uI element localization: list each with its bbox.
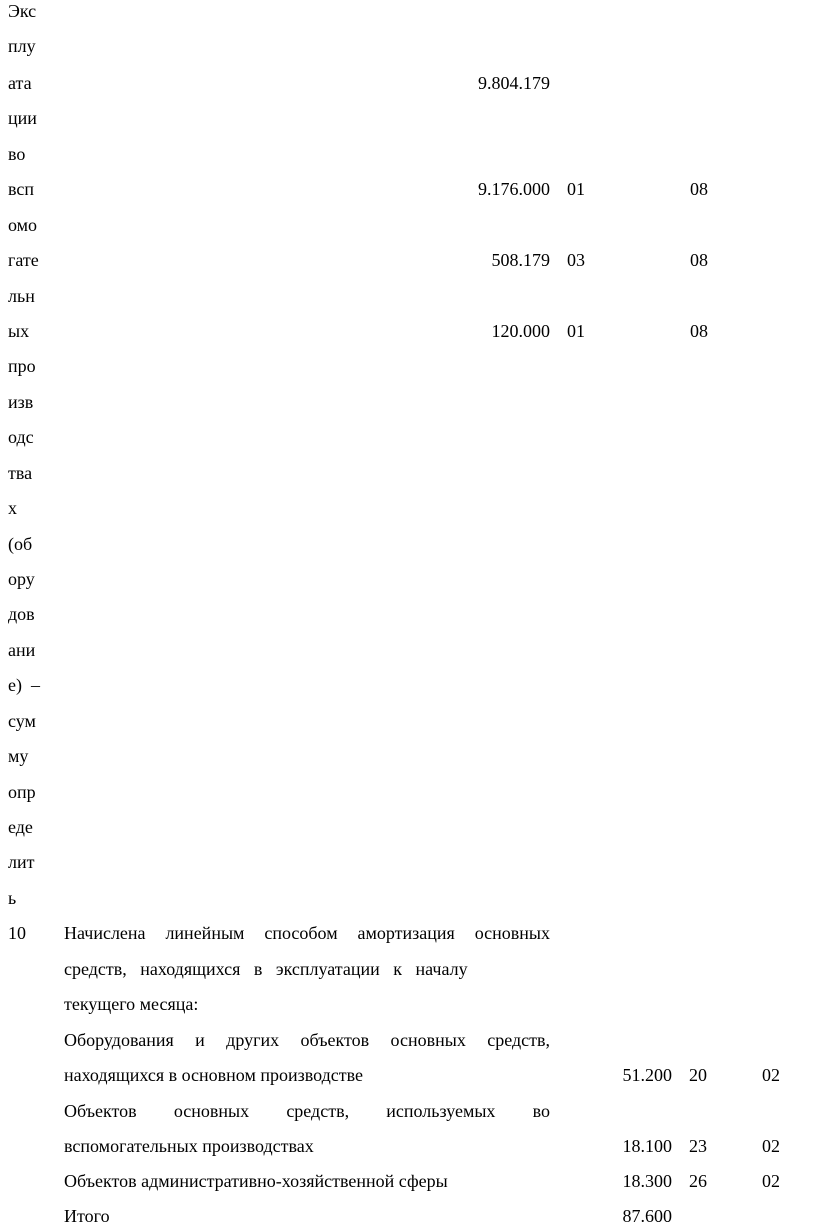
row-label-line: вспомогательных производствах — [64, 1136, 314, 1156]
left-column-line: ата — [8, 73, 32, 93]
debit-cell: 26 — [689, 1171, 707, 1191]
entry-number: 10 — [8, 923, 26, 943]
credit-cell: 02 — [762, 1136, 780, 1156]
left-column-line: х — [8, 498, 17, 518]
credit-cell: 02 — [762, 1065, 780, 1085]
left-column-line: сум — [8, 711, 36, 731]
row-label-line: Объектов административно-хозяйственной сферы — [64, 1171, 448, 1191]
row-label-line — [64, 1029, 550, 1051]
left-column-line: еде — [8, 817, 33, 837]
debit-cell: 01 — [567, 321, 585, 341]
amount-cell: 18.300 — [622, 1171, 672, 1191]
left-column-line: льн — [8, 286, 35, 306]
left-column-line: во — [8, 144, 26, 164]
entry-description-line — [64, 922, 550, 944]
row-label-line — [64, 1100, 550, 1122]
left-column-line: про — [8, 356, 36, 376]
left-column-line: омо — [8, 215, 38, 235]
entry-description-text: Начислена линейным способом амортизация основных — [64, 923, 550, 943]
left-column-line: е) – — [8, 675, 40, 695]
entry-description-line: средств, находящихся в эксплуатации к началу — [64, 959, 468, 979]
left-column-line: Экс — [8, 1, 37, 21]
row-label-text: Объектов основных средств, используемых во — [64, 1101, 550, 1121]
credit-cell: 08 — [690, 321, 708, 341]
left-column-line: лит — [8, 852, 35, 872]
left-column-line: ани — [8, 640, 36, 660]
debit-cell: 23 — [689, 1136, 707, 1156]
amount-cell: 120.000 — [491, 321, 550, 341]
left-column-line: всп — [8, 179, 35, 199]
left-column-line: ору — [8, 569, 35, 589]
amount-cell: 9.176.000 — [478, 179, 550, 199]
amount-cell: 9.804.179 — [478, 73, 550, 93]
row-label-line: находящихся в основном производстве — [64, 1065, 363, 1085]
left-column-line: плу — [8, 36, 36, 56]
left-column-line: му — [8, 746, 29, 766]
row-label-text: Оборудования и других объектов основных средств, — [64, 1030, 550, 1050]
credit-cell: 02 — [762, 1171, 780, 1191]
amount-cell: 508.179 — [491, 250, 550, 270]
credit-cell: 08 — [690, 250, 708, 270]
debit-cell: 03 — [567, 250, 585, 270]
debit-cell: 01 — [567, 179, 585, 199]
left-column-line: тва — [8, 463, 33, 483]
total-label: Итого — [64, 1206, 110, 1226]
credit-cell: 08 — [690, 179, 708, 199]
left-column-line: ь — [8, 888, 17, 908]
left-column-line: опр — [8, 782, 36, 802]
left-column-line: (об — [8, 534, 33, 554]
left-column-line: одс — [8, 427, 34, 447]
left-column-line: гате — [8, 250, 39, 270]
left-column-line: ых — [8, 321, 30, 341]
left-column-line: дов — [8, 604, 35, 624]
debit-cell: 20 — [689, 1065, 707, 1085]
left-column-line: изв — [8, 392, 34, 412]
entry-description-line: текущего месяца: — [64, 994, 199, 1014]
amount-cell: 18.100 — [622, 1136, 672, 1156]
amount-cell: 51.200 — [622, 1065, 672, 1085]
left-column-line: ции — [8, 108, 37, 128]
total-amount: 87.600 — [622, 1206, 672, 1226]
